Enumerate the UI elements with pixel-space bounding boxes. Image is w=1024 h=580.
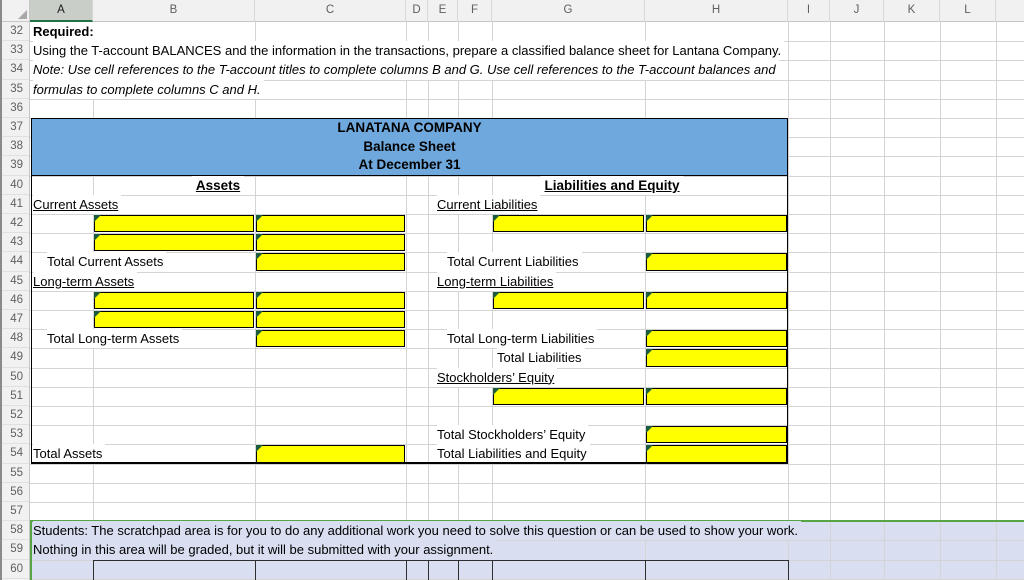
row-header-38[interactable]: 38 — [0, 137, 29, 156]
long-term-assets-label: Long-term Assets — [33, 272, 137, 291]
note-line-1: Note: Use cell references to the T-account titles to complete columns B and G. Use cell references to the T-account balances and — [33, 60, 779, 79]
input-cell-C47[interactable] — [256, 311, 405, 328]
scratchpad-note-1: Students: The scratchpad area is for you to do any additional work you need to solve this question or can be used to show your work. — [33, 521, 801, 540]
input-cell-C54[interactable] — [256, 445, 405, 462]
gridline-horizontal — [30, 502, 1024, 503]
input-cell-B47[interactable] — [94, 311, 254, 328]
balance-sheet-title-block — [31, 118, 788, 176]
row-header-33[interactable]: 33 — [0, 41, 29, 60]
row-header-47[interactable]: 47 — [0, 310, 29, 329]
total-current-liabilities-label: Total Current Liabilities — [447, 252, 582, 271]
row-header-48[interactable]: 48 — [0, 329, 29, 348]
row-header-60[interactable]: 60 — [0, 560, 29, 579]
input-cell-B42[interactable] — [94, 215, 254, 232]
instruction-line: Using the T-account BALANCES and the information in the transactions, prepare a classified balance sheet for Lantana Company. — [33, 41, 784, 60]
column-header-J[interactable]: J — [830, 0, 884, 22]
row-header-56[interactable]: 56 — [0, 483, 29, 502]
input-cell-H42[interactable] — [646, 215, 787, 232]
input-cell-H44[interactable] — [646, 253, 787, 270]
statement-date: At December 31 — [358, 157, 461, 172]
gridline-vertical — [940, 22, 941, 580]
gridline-vertical — [830, 22, 831, 580]
column-header-E[interactable]: E — [428, 0, 458, 22]
window-left-edge — [0, 0, 2, 580]
company-name: LANATANA COMPANY — [337, 120, 482, 135]
input-cell-H51[interactable] — [646, 388, 787, 405]
scratchpad-left-border — [30, 520, 32, 580]
total-liabilities-label: Total Liabilities — [497, 348, 585, 367]
gridline-vertical — [884, 22, 885, 580]
row-header-46[interactable]: 46 — [0, 291, 29, 310]
row-header-57[interactable]: 57 — [0, 502, 29, 521]
total-current-assets-label: Total Current Assets — [47, 252, 166, 271]
input-cell-H53[interactable] — [646, 426, 787, 443]
column-header-I[interactable]: I — [788, 0, 830, 22]
column-header-L[interactable]: L — [940, 0, 996, 22]
gridline-vertical — [458, 22, 459, 580]
scratchpad-cell-E60[interactable] — [428, 560, 459, 580]
row-header-52[interactable]: 52 — [0, 406, 29, 425]
gridline-vertical — [428, 22, 429, 580]
scratchpad-cell-H60[interactable] — [645, 560, 789, 580]
column-header-C[interactable]: C — [255, 0, 406, 22]
select-all-triangle-icon — [18, 10, 27, 19]
column-header-G[interactable]: G — [492, 0, 645, 22]
row-header-50[interactable]: 50 — [0, 368, 29, 387]
row-header-44[interactable]: 44 — [0, 252, 29, 271]
total-stockholders-equity-label: Total Stockholders’ Equity — [437, 425, 588, 444]
row-header-42[interactable]: 42 — [0, 214, 29, 233]
column-header-A[interactable]: A — [30, 0, 93, 22]
scratchpad-cell-D60[interactable] — [406, 560, 429, 580]
input-cell-H46[interactable] — [646, 292, 787, 309]
gridline-vertical — [406, 22, 407, 580]
long-term-liabilities-label: Long-term Liabilities — [437, 272, 556, 291]
scratchpad-cell-G60[interactable] — [492, 560, 646, 580]
column-header-D[interactable]: D — [406, 0, 428, 22]
row-header-58[interactable]: 58 — [0, 521, 29, 540]
input-cell-H49[interactable] — [646, 349, 787, 366]
input-cell-C43[interactable] — [256, 234, 405, 251]
row-header-35[interactable]: 35 — [0, 80, 29, 99]
gridline-horizontal — [30, 406, 1024, 407]
gridline-horizontal — [30, 464, 1024, 465]
total-assets-label: Total Assets — [33, 444, 105, 463]
row-header-32[interactable]: 32 — [0, 22, 29, 41]
input-cell-G46[interactable] — [493, 292, 644, 309]
select-all-corner[interactable] — [0, 0, 30, 22]
assets-section-header: Assets — [192, 176, 244, 195]
input-cell-H48[interactable] — [646, 330, 787, 347]
input-cell-C44[interactable] — [256, 253, 405, 270]
input-cell-C42[interactable] — [256, 215, 405, 232]
gridline-vertical — [996, 22, 997, 580]
column-header-K[interactable]: K — [884, 0, 940, 22]
stockholders-equity-label: Stockholders’ Equity — [437, 368, 557, 387]
row-header-34[interactable]: 34 — [0, 60, 29, 79]
scratchpad-cell-B60[interactable] — [93, 560, 256, 580]
row-header-37[interactable]: 37 — [0, 118, 29, 137]
row-header-49[interactable]: 49 — [0, 348, 29, 367]
liabilities-section-header: Liabilities and Equity — [540, 176, 683, 195]
row-header-39[interactable]: 39 — [0, 156, 29, 175]
input-cell-G51[interactable] — [493, 388, 644, 405]
row-header-51[interactable]: 51 — [0, 387, 29, 406]
row-header-45[interactable]: 45 — [0, 272, 29, 291]
column-header-B[interactable]: B — [93, 0, 255, 22]
required-label: Required: — [33, 22, 97, 41]
row-header-36[interactable]: 36 — [0, 99, 29, 118]
total-long-term-liabilities-label: Total Long-term Liabilities — [447, 329, 597, 348]
input-cell-B46[interactable] — [94, 292, 254, 309]
current-assets-label: Current Assets — [33, 195, 121, 214]
row-header-55[interactable]: 55 — [0, 464, 29, 483]
gridline-vertical — [788, 22, 789, 580]
column-header-F[interactable]: F — [458, 0, 492, 22]
input-cell-C46[interactable] — [256, 292, 405, 309]
input-cell-G42[interactable] — [493, 215, 644, 232]
input-cell-B43[interactable] — [94, 234, 254, 251]
statement-title: Balance Sheet — [363, 138, 456, 154]
row-header-40[interactable]: 40 — [0, 176, 29, 195]
current-liabilities-label: Current Liabilities — [437, 195, 540, 214]
input-cell-C48[interactable] — [256, 330, 405, 347]
row-header-54[interactable]: 54 — [0, 444, 29, 463]
row-header-53[interactable]: 53 — [0, 425, 29, 444]
scratchpad-note-2: Nothing in this area will be graded, but it will be submitted with your assignment. — [33, 540, 496, 559]
scratchpad-cell-C60[interactable] — [255, 560, 407, 580]
row-header-43[interactable]: 43 — [0, 233, 29, 252]
gridline-horizontal — [30, 176, 1024, 177]
column-header-H[interactable]: H — [645, 0, 788, 22]
row-header-41[interactable]: 41 — [0, 195, 29, 214]
gridline-horizontal — [30, 99, 1024, 100]
scratchpad-cell-F60[interactable] — [458, 560, 493, 580]
total-liabilities-and-equity-label: Total Liabilities and Equity — [437, 444, 590, 463]
note-line-2: formulas to complete columns C and H. — [33, 80, 264, 99]
input-cell-H54[interactable] — [646, 445, 787, 462]
total-long-term-assets-label: Total Long-term Assets — [47, 329, 182, 348]
row-header-59[interactable]: 59 — [0, 540, 29, 559]
gridline-horizontal — [30, 483, 1024, 484]
